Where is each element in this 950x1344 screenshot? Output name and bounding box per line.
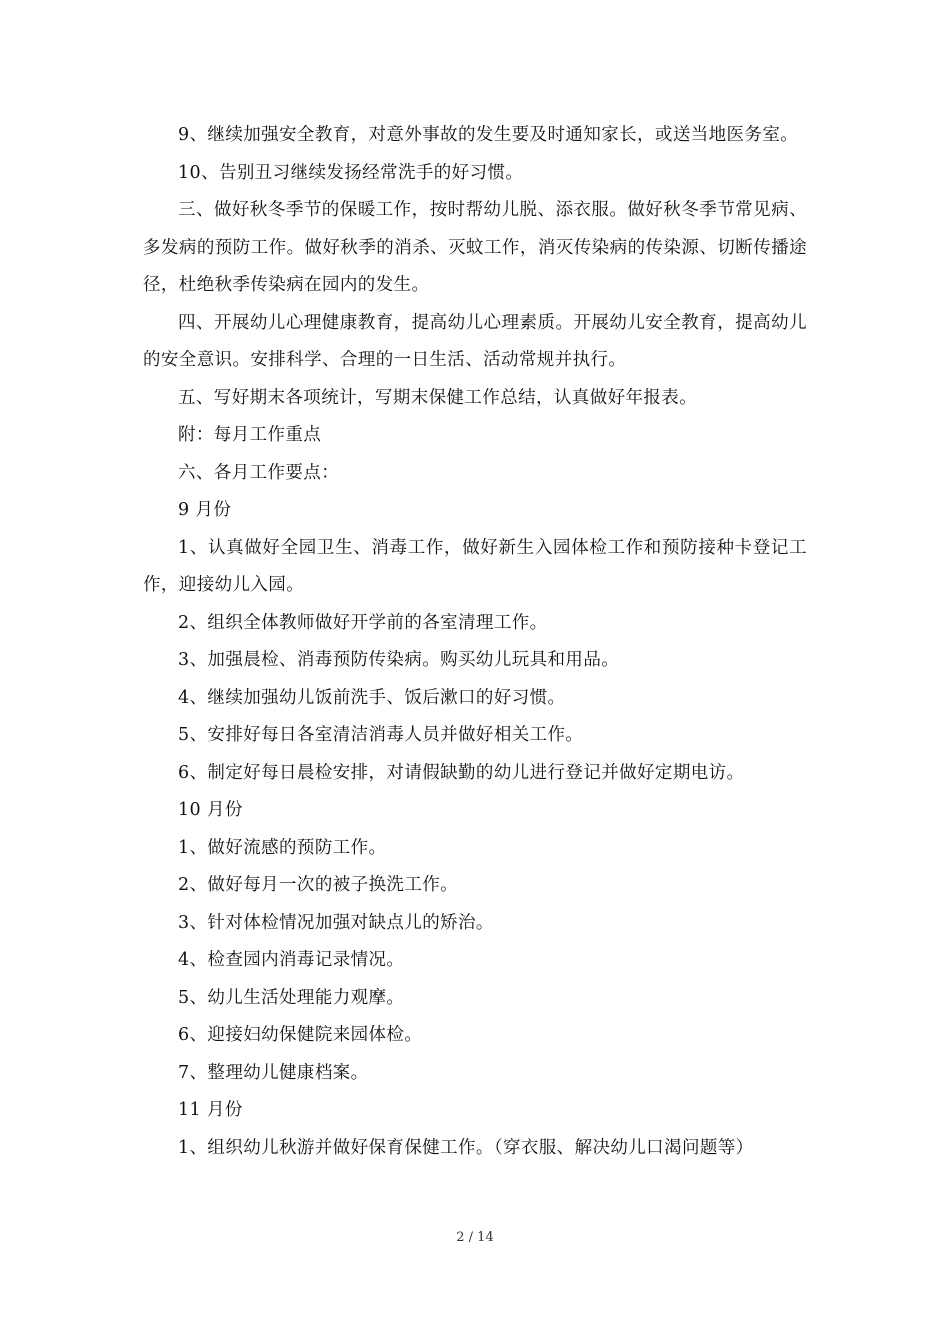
september-item-1: 1、认真做好全园卫生、消毒工作，做好新生入园体检工作和预防接种卡登记工作，迎接幼儿入园。 bbox=[143, 537, 807, 595]
september-item-4: 4、继续加强幼儿饭前洗手、饭后漱口的好习惯。 bbox=[178, 687, 566, 708]
paragraph-section-3: 三、做好秋冬季节的保暖工作，按时帮幼儿脱、添衣服。做好秋冬季节常见病、多发病的预防工作。做好秋季的消杀、灭蚊工作，消灭传染病的传染源、切断传播途径，杜绝秋季传染病在园内的发生。 bbox=[143, 200, 807, 295]
document-body bbox=[143, 117, 807, 1167]
paragraph-section-5: 五、写好期末各项统计，写期末保健工作总结，认真做好年报表。 bbox=[178, 387, 698, 408]
october-item-5: 5、幼儿生活处理能力观摩。 bbox=[178, 987, 405, 1008]
september-item-2: 2、组织全体教师做好开学前的各室清理工作。 bbox=[178, 612, 548, 633]
month-heading-november: 11 月份 bbox=[178, 1100, 243, 1120]
october-item-4: 4、检查园内消毒记录情况。 bbox=[178, 950, 405, 970]
october-item-3: 3、针对体检情况加强对缺点儿的矫治。 bbox=[178, 912, 494, 933]
paragraph-appendix-heading: 附：每月工作重点 bbox=[178, 425, 322, 445]
paragraph-item-10: 10、告别丑习继续发扬经常洗手的好习惯。 bbox=[178, 162, 524, 183]
paragraph-item-9: 9、继续加强安全教育，对意外事故的发生要及时通知家长，或送当地医务室。 bbox=[178, 125, 799, 145]
month-heading-september: 9 月份 bbox=[178, 500, 232, 520]
october-item-6: 6、迎接妇幼保健院来园体检。 bbox=[178, 1025, 423, 1045]
september-item-5: 5、安排好每日各室清洁消毒人员并做好相关工作。 bbox=[178, 725, 584, 745]
paragraph-section-4: 四、开展幼儿心理健康教育，提高幼儿心理素质。开展幼儿安全教育，提高幼儿的安全意识。安排科学、合理的一日生活、活动常规并执行。 bbox=[143, 312, 807, 370]
october-item-1: 1、做好流感的预防工作。 bbox=[178, 837, 387, 858]
paragraph-section-6: 六、各月工作要点： bbox=[178, 462, 340, 483]
november-item-1: 1、组织幼儿秋游并做好保育保健工作。（穿衣服、解决幼儿口渴问题等） bbox=[178, 1137, 754, 1158]
september-item-3: 3、加强晨检、消毒预防传染病。购买幼儿玩具和用品。 bbox=[178, 650, 620, 670]
september-item-6: 6、制定好每日晨检安排，对请假缺勤的幼儿进行登记并做好定期电访。 bbox=[178, 762, 745, 783]
page-number: 2 / 14 bbox=[456, 1230, 494, 1245]
october-item-2: 2、做好每月一次的被子换洗工作。 bbox=[178, 875, 459, 895]
october-item-7: 7、整理幼儿健康档案。 bbox=[178, 1062, 369, 1083]
month-heading-october: 10 月份 bbox=[178, 800, 243, 820]
